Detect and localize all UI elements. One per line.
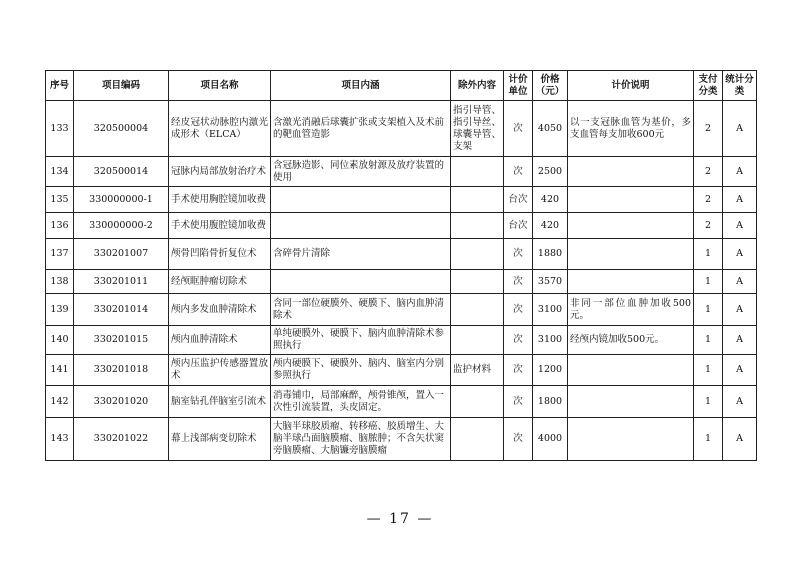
cell-seq: 136 xyxy=(46,213,74,239)
cell-content: 消毒铺巾，局部麻醉，颅骨锥颅，置入一次性引流装置，头皮固定。 xyxy=(271,386,451,418)
cell-exclusion: 监护材料 xyxy=(451,355,504,386)
cell-code: 330201011 xyxy=(74,270,169,294)
cell-note: 经颅内镜加收500元。 xyxy=(568,326,694,355)
cell-code: 330201015 xyxy=(74,326,169,355)
cell-pay: 2 xyxy=(694,157,723,187)
header-code: 项目编码 xyxy=(74,71,169,101)
cell-price: 420 xyxy=(533,187,568,213)
table-header-row xyxy=(46,71,757,101)
cell-name: 颅骨凹陷骨折复位术 xyxy=(169,239,271,270)
header-content: 项目内涵 xyxy=(271,71,451,101)
cell-exclusion xyxy=(451,213,504,239)
table-row xyxy=(46,418,757,461)
header-price: 价格（元） xyxy=(533,71,568,101)
header-pay: 支付分类 xyxy=(694,71,723,101)
cell-name: 颅内压监护传感器置放术 xyxy=(169,355,271,386)
cell-code: 320500014 xyxy=(74,157,169,187)
header-stat: 统计分类 xyxy=(723,71,757,101)
cell-seq: 133 xyxy=(46,101,74,157)
table-row xyxy=(46,386,757,418)
cell-unit: 次 xyxy=(504,355,533,386)
cell-code: 330201022 xyxy=(74,418,169,461)
cell-stat: A xyxy=(723,187,757,213)
cell-name: 幕上浅部病变切除术 xyxy=(169,418,271,461)
header-seq: 序号 xyxy=(46,71,74,101)
cell-price: 1880 xyxy=(533,239,568,270)
cell-name: 颅内多发血肿清除术 xyxy=(169,294,271,326)
cell-seq: 139 xyxy=(46,294,74,326)
header-exclusion: 除外内容 xyxy=(451,71,504,101)
cell-code: 330201007 xyxy=(74,239,169,270)
cell-seq: 142 xyxy=(46,386,74,418)
cell-price: 3100 xyxy=(533,294,568,326)
table-row xyxy=(46,157,757,187)
cell-stat: A xyxy=(723,239,757,270)
cell-note xyxy=(568,157,694,187)
cell-unit: 次 xyxy=(504,239,533,270)
table-row xyxy=(46,326,757,355)
cell-unit: 次 xyxy=(504,386,533,418)
cell-pay: 2 xyxy=(694,213,723,239)
cell-pay: 1 xyxy=(694,355,723,386)
table-row xyxy=(46,355,757,386)
cell-content: 含激光消融后球囊扩张或支架植入及术前的靶血管造影 xyxy=(271,101,451,157)
cell-seq: 135 xyxy=(46,187,74,213)
cell-pay: 1 xyxy=(694,270,723,294)
cell-stat: A xyxy=(723,213,757,239)
cell-exclusion xyxy=(451,187,504,213)
cell-exclusion xyxy=(451,418,504,461)
cell-seq: 138 xyxy=(46,270,74,294)
table-row xyxy=(46,101,757,157)
cell-stat: A xyxy=(723,418,757,461)
cell-content xyxy=(271,213,451,239)
cell-name: 手术使用腹腔镜加收费 xyxy=(169,213,271,239)
cell-price: 4050 xyxy=(533,101,568,157)
table-row xyxy=(46,239,757,270)
cell-code: 330201018 xyxy=(74,355,169,386)
cell-stat: A xyxy=(723,270,757,294)
cell-name: 经皮冠状动脉腔内激光成形术（ELCA） xyxy=(169,101,271,157)
cell-content: 含碎骨片清除 xyxy=(271,239,451,270)
header-note: 计价说明 xyxy=(568,71,694,101)
cell-note: 非同一部位血肿加收500元。 xyxy=(568,294,694,326)
cell-name: 经颅眶肿瘤切除术 xyxy=(169,270,271,294)
cell-pay: 2 xyxy=(694,187,723,213)
price-table xyxy=(45,70,757,461)
table-body xyxy=(46,101,757,461)
table-row xyxy=(46,270,757,294)
cell-unit: 台次 xyxy=(504,187,533,213)
cell-pay: 1 xyxy=(694,386,723,418)
cell-name: 脑室钻孔伴脑室引流术 xyxy=(169,386,271,418)
cell-price: 420 xyxy=(533,213,568,239)
cell-code: 330201020 xyxy=(74,386,169,418)
cell-price: 1800 xyxy=(533,386,568,418)
cell-pay: 2 xyxy=(694,101,723,157)
table-row xyxy=(46,294,757,326)
cell-price: 4000 xyxy=(533,418,568,461)
cell-note xyxy=(568,187,694,213)
cell-price: 3100 xyxy=(533,326,568,355)
table-row xyxy=(46,187,757,213)
cell-exclusion xyxy=(451,294,504,326)
cell-content xyxy=(271,187,451,213)
cell-unit: 次 xyxy=(504,101,533,157)
cell-seq: 140 xyxy=(46,326,74,355)
cell-unit: 次 xyxy=(504,157,533,187)
cell-exclusion xyxy=(451,239,504,270)
cell-price: 3570 xyxy=(533,270,568,294)
cell-content: 单纯硬膜外、硬膜下、脑内血肿清除术参照执行 xyxy=(271,326,451,355)
cell-exclusion xyxy=(451,326,504,355)
cell-stat: A xyxy=(723,386,757,418)
cell-content: 大脑半球胶质瘤、转移癌、胶质增生、大脑半球凸面脑膜瘤、脑脓肿；不含矢状窦旁脑膜瘤、大脑镰旁脑膜瘤 xyxy=(271,418,451,461)
cell-code: 330201014 xyxy=(74,294,169,326)
cell-code: 330000000-2 xyxy=(74,213,169,239)
cell-code: 320500004 xyxy=(74,101,169,157)
cell-note: 以一支冠脉血管为基价，多支血管每支加收600元 xyxy=(568,101,694,157)
page-number: — 17 — xyxy=(366,511,434,527)
cell-exclusion xyxy=(451,270,504,294)
header-unit: 计价单位 xyxy=(504,71,533,101)
cell-price: 2500 xyxy=(533,157,568,187)
cell-name: 手术使用胸腔镜加收费 xyxy=(169,187,271,213)
cell-seq: 137 xyxy=(46,239,74,270)
cell-unit: 次 xyxy=(504,326,533,355)
cell-stat: A xyxy=(723,294,757,326)
cell-exclusion xyxy=(451,386,504,418)
cell-unit: 次 xyxy=(504,418,533,461)
cell-unit: 次 xyxy=(504,294,533,326)
cell-pay: 1 xyxy=(694,418,723,461)
cell-exclusion xyxy=(451,157,504,187)
cell-seq: 143 xyxy=(46,418,74,461)
cell-exclusion: 指引导管、指引导丝、球囊导管、支架 xyxy=(451,101,504,157)
cell-stat: A xyxy=(723,101,757,157)
cell-pay: 1 xyxy=(694,326,723,355)
cell-price: 1200 xyxy=(533,355,568,386)
cell-name: 冠脉内局部放射治疗术 xyxy=(169,157,271,187)
cell-note xyxy=(568,270,694,294)
cell-note xyxy=(568,239,694,270)
cell-pay: 1 xyxy=(694,294,723,326)
cell-note xyxy=(568,386,694,418)
cell-content: 含同一部位硬膜外、硬膜下、脑内血肿清除术 xyxy=(271,294,451,326)
cell-stat: A xyxy=(723,326,757,355)
cell-name: 颅内血肿清除术 xyxy=(169,326,271,355)
cell-note xyxy=(568,418,694,461)
cell-note xyxy=(568,355,694,386)
cell-content: 颅内硬膜下、硬膜外、脑内、脑室内分别参照执行 xyxy=(271,355,451,386)
header-name: 项目名称 xyxy=(169,71,271,101)
cell-seq: 134 xyxy=(46,157,74,187)
cell-content xyxy=(271,270,451,294)
cell-pay: 1 xyxy=(694,239,723,270)
cell-stat: A xyxy=(723,157,757,187)
cell-note xyxy=(568,213,694,239)
cell-seq: 141 xyxy=(46,355,74,386)
cell-unit: 台次 xyxy=(504,213,533,239)
table-row xyxy=(46,213,757,239)
cell-unit: 次 xyxy=(504,270,533,294)
cell-stat: A xyxy=(723,355,757,386)
cell-content: 含冠脉造影、同位素放射源及放疗装置的使用 xyxy=(271,157,451,187)
cell-code: 330000000-1 xyxy=(74,187,169,213)
